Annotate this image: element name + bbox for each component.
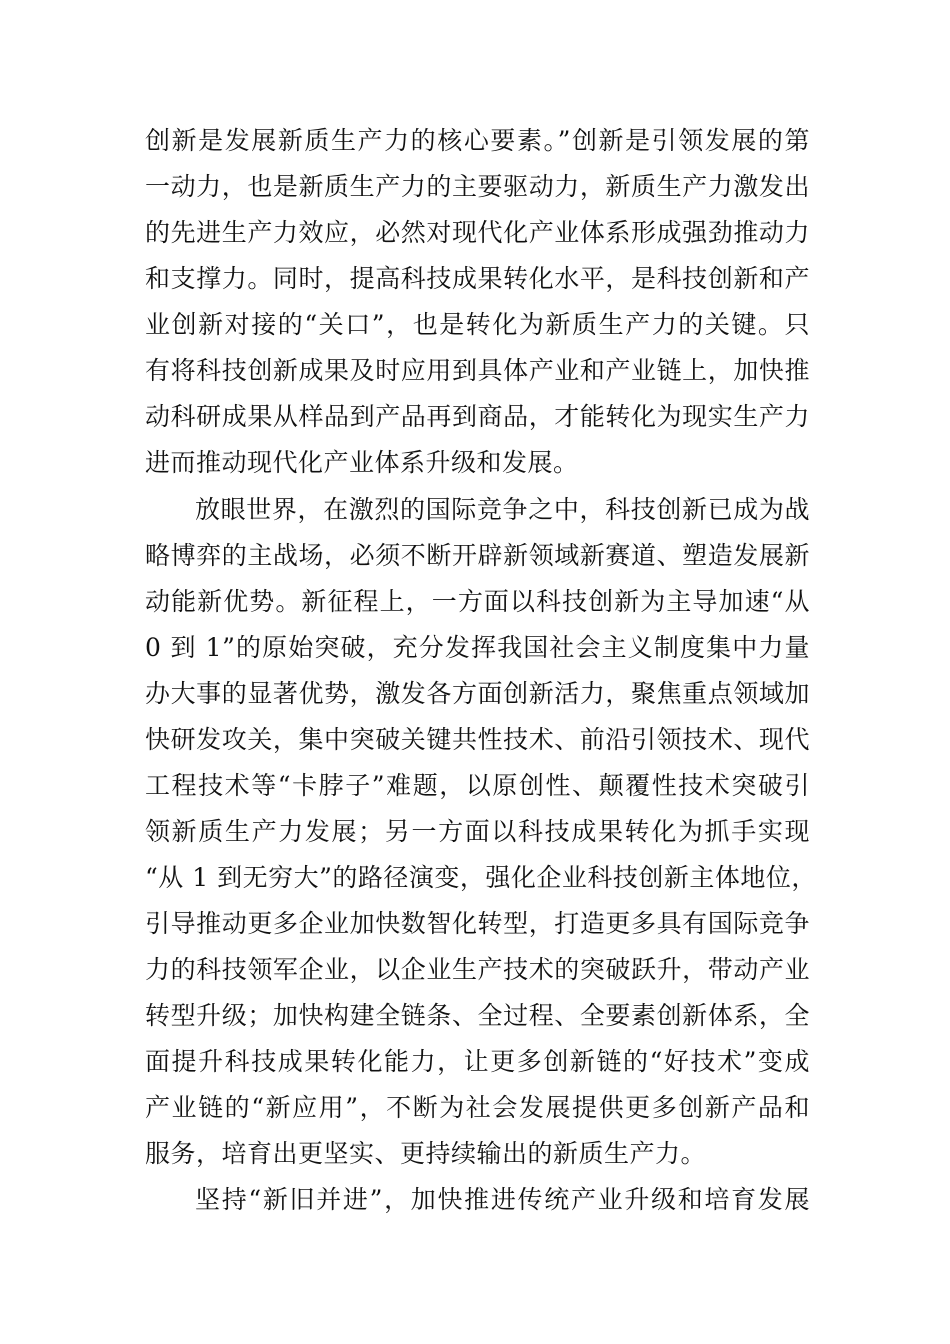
paragraph-2-line-7: 工程技术等“卡脖子”难题，以原创性、颠覆性技术突破引 [145, 771, 810, 800]
paragraph-1-line-4: 和支撑力。同时，提高科技成果转化水平，是科技创新和产 [145, 264, 810, 293]
paragraph-1-line-7: 动科研成果从样品到产品再到商品，才能转化为现实生产力 [145, 402, 810, 431]
paragraph-2-line-15: 服务，培育出更坚实、更持续输出的新质生产力。 [145, 1139, 707, 1168]
paragraph-1-line-8: 进而推动现代化产业体系升级和发展。 [145, 448, 579, 477]
paragraph-2-line-14: 产业链的“新应用”，不断为社会发展提供更多创新产品和 [145, 1093, 810, 1122]
paragraph-1-line-6: 有将科技创新成果及时应用到具体产业和产业链上，加快推 [145, 356, 810, 385]
paragraph-2-line-2: 略博弈的主战场，必须不断开辟新领域新赛道、塑造发展新 [145, 541, 810, 570]
paragraph-2-line-8: 领新质生产力发展；另一方面以科技成果转化为抓手实现 [145, 817, 810, 846]
paragraph-3-line-1: 坚持“新旧并进”，加快推进传统产业升级和培育发展 [195, 1185, 810, 1214]
paragraph-2-line-3: 动能新优势。新征程上，一方面以科技创新为主导加速“从 [145, 587, 810, 616]
paragraph-2-line-4: 0 到 1”的原始突破，充分发挥我国社会主义制度集中力量 [145, 633, 810, 662]
paragraph-1-line-1: 创新是发展新质生产力的核心要素。”创新是引领发展的第 [145, 126, 810, 155]
paragraph-1-line-2: 一动力，也是新质生产力的主要驱动力，新质生产力激发出 [145, 172, 810, 201]
paragraph-1-line-5: 业创新对接的“关口”，也是转化为新质生产力的关键。只 [145, 310, 810, 339]
paragraph-2-line-6: 快研发攻关，集中突破关键共性技术、前沿引领技术、现代 [145, 725, 810, 754]
paragraph-2-line-12: 转型升级；加快构建全链条、全过程、全要素创新体系，全 [145, 1001, 810, 1030]
paragraph-1-line-3: 的先进生产力效应，必然对现代化产业体系形成强劲推动力 [145, 218, 810, 247]
paragraph-2-line-13: 面提升科技成果转化能力，让更多创新链的“好技术”变成 [145, 1047, 810, 1076]
paragraph-2-line-1: 放眼世界，在激烈的国际竞争之中，科技创新已成为战 [195, 495, 810, 524]
paragraph-2-line-5: 办大事的显著优势，激发各方面创新活力，聚焦重点领域加 [145, 679, 810, 708]
paragraph-2-line-9: “从 1 到无穷大”的路径演变，强化企业科技创新主体地位， [145, 863, 817, 892]
paragraph-2-line-10: 引导推动更多企业加快数智化转型，打造更多具有国际竞争 [145, 909, 810, 938]
paragraph-2-line-11: 力的科技领军企业，以企业生产技术的突破跃升，带动产业 [145, 955, 810, 984]
